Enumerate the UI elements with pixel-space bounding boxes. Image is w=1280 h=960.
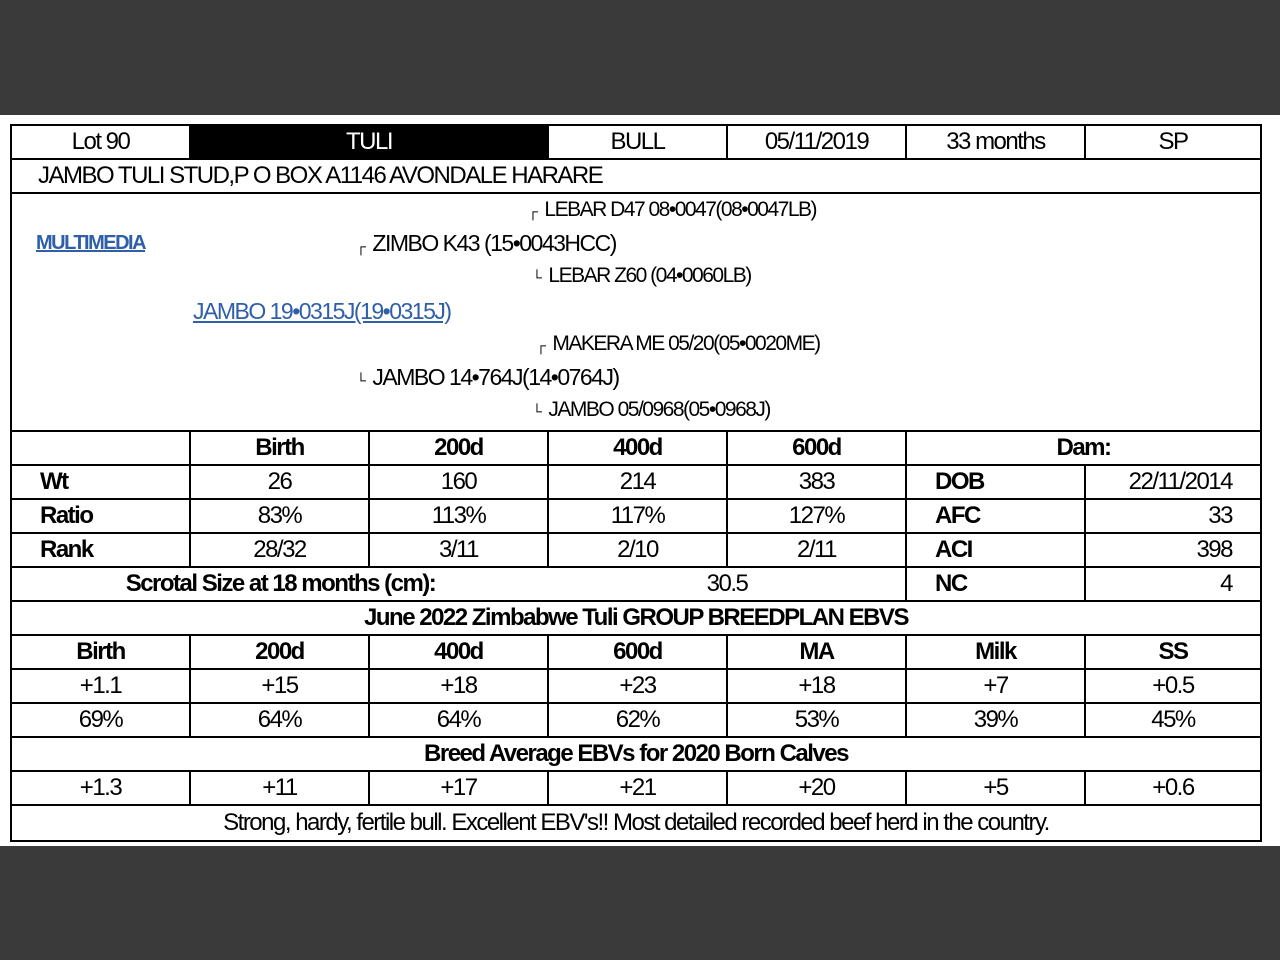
breed-average-row — [12, 772, 1260, 806]
performance-header-400d: 400d — [549, 432, 728, 464]
catalogue-page — [0, 115, 1280, 846]
branch-icon: ┌ — [356, 238, 365, 254]
nc-value: 4 — [1220, 570, 1232, 597]
row-label: Wt — [12, 466, 191, 498]
table-cell: 214 — [549, 466, 728, 498]
table-cell: 2/11 — [728, 534, 907, 566]
pedigree-dam-dam — [532, 398, 770, 422]
ebv-title-row — [12, 602, 1260, 636]
row-label: Ratio — [12, 500, 191, 532]
pedigree — [12, 194, 1260, 432]
table-cell: 383 — [728, 466, 907, 498]
dam-value: 33 — [1208, 502, 1232, 529]
performance-row-ratio — [12, 500, 1260, 534]
ebv-value: +1.1 — [12, 670, 191, 702]
lot-number: Lot 90 — [12, 126, 191, 158]
performance-header-200d: 200d — [370, 432, 549, 464]
comment-row — [12, 806, 1260, 840]
ebv-header: SS — [1158, 638, 1188, 665]
table-cell: 127% — [728, 500, 907, 532]
breed-average-title: Breed Average EBVs for 2020 Born Calves — [424, 740, 848, 767]
table-cell: 117% — [549, 500, 728, 532]
ebv-header: 600d — [549, 636, 728, 668]
table-cell: 28/32 — [191, 534, 370, 566]
performance-row-rank — [12, 534, 1260, 568]
dam-value: 22/11/2014 — [1128, 468, 1232, 495]
table-cell: 2/10 — [549, 534, 728, 566]
nc-label: NC — [907, 568, 1086, 600]
branch-icon: ┌ — [528, 203, 537, 219]
ebv-accuracy: 69% — [12, 704, 191, 736]
breed-average-title-row — [12, 738, 1260, 772]
lot-sheet — [10, 124, 1262, 842]
ebv-value: +15 — [191, 670, 370, 702]
pedigree-dam — [356, 364, 619, 391]
ebv-header: Birth — [12, 636, 191, 668]
ebv-accuracy: 64% — [370, 704, 549, 736]
dam-label: AFC — [907, 500, 1086, 532]
table-cell: 3/11 — [370, 534, 549, 566]
breed-average-value: +17 — [370, 772, 549, 804]
dam-name: JAMBO 14•764J(14•0764J) — [372, 364, 619, 390]
dam-label: DOB — [907, 466, 1086, 498]
ebv-accuracy: 39% — [907, 704, 1086, 736]
ebv-value: +18 — [728, 670, 907, 702]
dam-sire-name: MAKERA ME 05/20(05•0020ME) — [552, 332, 820, 355]
dam-dam-name: JAMBO 05/0968(05•0968J) — [548, 398, 770, 421]
breed-average-value: +21 — [549, 772, 728, 804]
scrotal-value: 30.5 — [549, 568, 907, 600]
breed-average-value: +20 — [728, 772, 907, 804]
ebv-values-row — [12, 670, 1260, 704]
branch-icon: └ — [532, 269, 541, 285]
dam-value: 398 — [1196, 536, 1232, 563]
pedigree-dam-sire — [536, 332, 820, 356]
pedigree-sire-sire — [528, 198, 816, 222]
ebv-accuracy-row — [12, 704, 1260, 738]
branch-icon: ┌ — [536, 337, 545, 353]
pedigree-sire-dam — [532, 264, 751, 288]
ebv-header: 200d — [191, 636, 370, 668]
age: 33 months — [907, 126, 1086, 158]
animal-name-link[interactable]: JAMBO 19•0315J(19•0315J) — [193, 298, 451, 324]
ebv-accuracy: 53% — [728, 704, 907, 736]
breed-average-value: +5 — [907, 772, 1086, 804]
ebv-accuracy: 64% — [191, 704, 370, 736]
breed-average-value: +11 — [191, 772, 370, 804]
performance-header-row — [12, 432, 1260, 466]
ebv-header: Milk — [907, 636, 1086, 668]
performance-header-blank — [12, 432, 191, 464]
row-label: Rank — [12, 534, 191, 566]
ebv-header: 400d — [370, 636, 549, 668]
ebv-accuracy: 45% — [1151, 706, 1195, 733]
ebv-value: +0.5 — [1152, 672, 1194, 699]
scrotal-label: Scrotal Size at 18 months (cm): — [125, 570, 436, 597]
sire-name: ZIMBO K43 (15•0043HCC) — [372, 230, 616, 256]
branch-icon: └ — [532, 403, 541, 419]
performance-header-600d: 600d — [728, 432, 907, 464]
date-of-birth: 05/11/2019 — [728, 126, 907, 158]
sex: BULL — [549, 126, 728, 158]
ebv-header-row — [12, 636, 1260, 670]
table-cell: 26 — [191, 466, 370, 498]
table-cell: 83% — [191, 500, 370, 532]
ebv-title: June 2022 Zimbabwe Tuli GROUP BREEDPLAN EBVS — [364, 604, 908, 631]
breed-average-value: +1.3 — [12, 772, 191, 804]
breed-name: TULI — [191, 126, 549, 158]
header-row — [12, 126, 1260, 160]
comment: Strong, hardy, fertile bull. Excellent EBV's!! Most detailed recorded beef herd in the country. — [223, 809, 1049, 836]
sire-dam-name: LEBAR Z60 (04•0060LB) — [548, 264, 751, 287]
table-cell: 160 — [370, 466, 549, 498]
pedigree-sire — [356, 230, 616, 257]
branch-icon: └ — [356, 372, 365, 388]
owner-address: JAMBO TULI STUD,P O BOX A1146 AVONDALE HARARE — [38, 162, 603, 189]
table-cell: 113% — [370, 500, 549, 532]
sire-sire-name: LEBAR D47 08•0047(08•0047LB) — [544, 198, 817, 221]
ebv-header: MA — [728, 636, 907, 668]
ebv-accuracy: 62% — [549, 704, 728, 736]
performance-row-wt — [12, 466, 1260, 500]
owner-row — [12, 160, 1260, 194]
code: SP — [1158, 128, 1188, 155]
performance-header-birth: Birth — [191, 432, 370, 464]
ebv-value: +18 — [370, 670, 549, 702]
ebv-value: +23 — [549, 670, 728, 702]
scrotal-row — [12, 568, 1260, 602]
ebv-value: +7 — [907, 670, 1086, 702]
multimedia-link[interactable]: MULTIMEDIA — [36, 232, 146, 254]
breed-average-value: +0.6 — [1152, 774, 1194, 801]
dam-label: ACI — [907, 534, 1086, 566]
dam-header: Dam: — [1056, 434, 1111, 461]
